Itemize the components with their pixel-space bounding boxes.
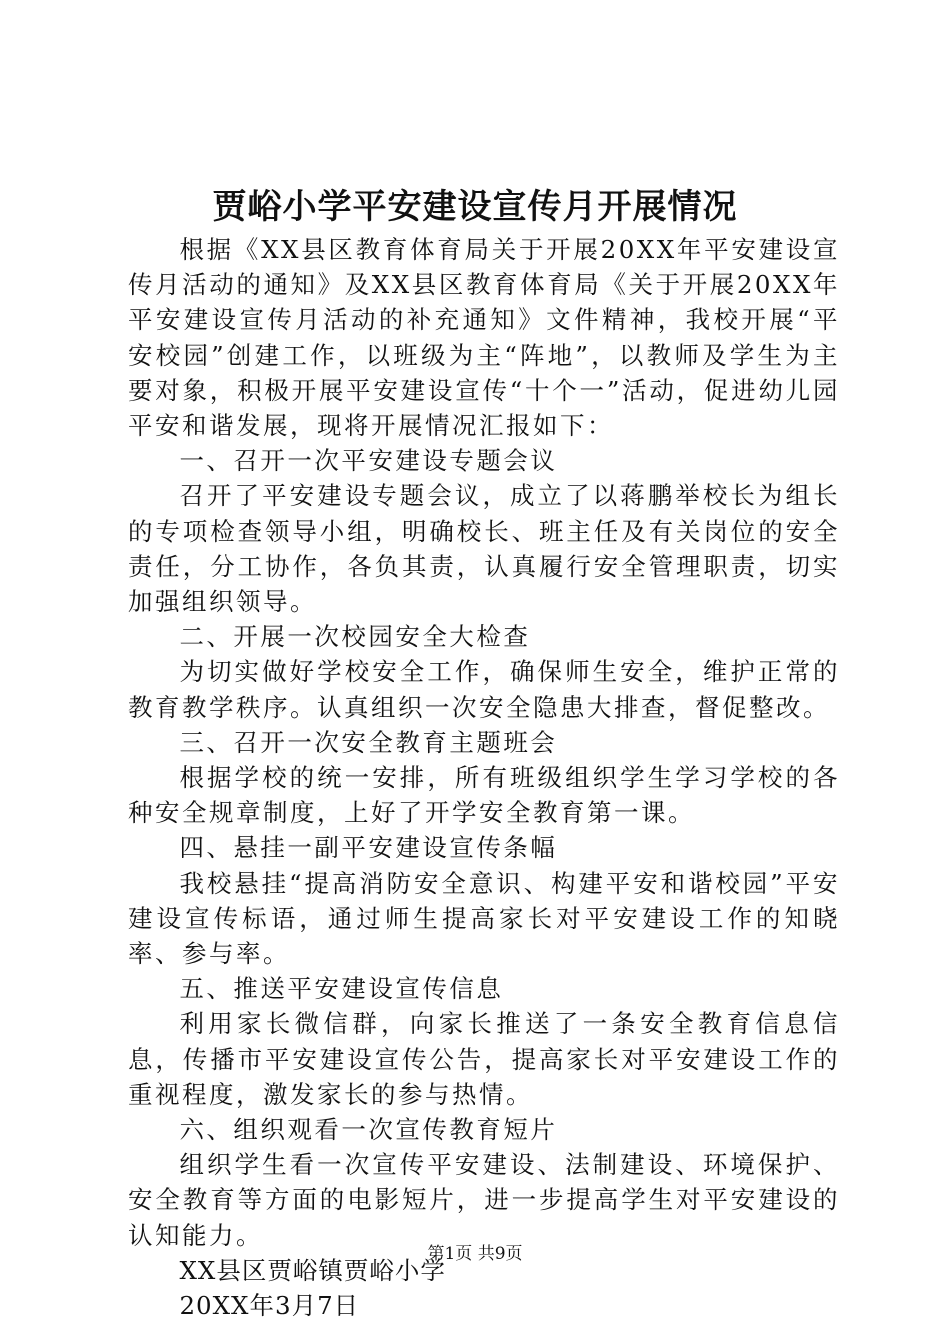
section-text-6: 组织学生看一次宣传平安建设、法制建设、环境保护、安全教育等方面的电影短片，进一步提高学生对平安建设的认知能力。	[128, 1150, 840, 1250]
section-heading-3: 三、召开一次安全教育主题班会	[179, 727, 558, 757]
section-text-3: 根据学校的统一安排，所有班级组织学生学习学校的各种安全规章制度，上好了开学安全教育第一课。	[128, 763, 840, 828]
section-text-1: 召开了平安建设专题会议，成立了以蒋鹏举校长为组长的专项检查领导小组，明确校长、班主任及有关岗位的安全责任，分工协作，各负其责，认真履行安全管理职责，切实加强组织领导。	[128, 481, 840, 617]
section-heading-5: 五、推送平安建设宣传信息	[179, 974, 504, 1004]
section-text-2: 为切实做好学校安全工作，确保师生安全，维护正常的教育教学秩序。认真组织一次安全隐患大排查，督促整改。	[128, 657, 840, 722]
signature-organization: XX县区贾峪镇贾峪小学	[179, 1255, 446, 1285]
document-body	[128, 232, 840, 1323]
section-heading-2: 二、开展一次校园安全大检查	[179, 622, 531, 652]
document-title: 贾峪小学平安建设宣传月开展情况	[212, 187, 738, 227]
signature-date: 20XX年3月7日	[179, 1291, 360, 1321]
intro-paragraph: 根据《XX县区教育体育局关于开展20XX年平安建设宣传月活动的通知》及XX县区教育体育局《关于开展20XX年平安建设宣传月活动的补充通知》文件精神，我校开展“平安校园”创建工作，以班级为主“阵地”，以教师及学生为主要对象，积极开展平安建设宣传“十个一”活动，促进幼儿园平安和谐发展，现将开展情况汇报如下：	[128, 235, 840, 441]
section-heading-1: 一、召开一次平安建设专题会议	[179, 446, 558, 476]
section-text-4: 我校悬挂“提高消防安全意识、构建平安和谐校园”平安建设宣传标语，通过师生提高家长对平安建设工作的知晓率、参与率。	[128, 868, 840, 969]
section-text-5: 利用家长微信群，向家长推送了一条安全教育信息信息，传播市平安建设宣传公告，提高家长对平安建设工作的重视程度，激发家长的参与热情。	[128, 1009, 840, 1109]
page-footer: 第1页 共9页	[427, 1244, 523, 1264]
section-heading-4: 四、悬挂一副平安建设宣传条幅	[179, 833, 558, 863]
section-heading-6: 六、组织观看一次宣传教育短片	[179, 1115, 558, 1145]
